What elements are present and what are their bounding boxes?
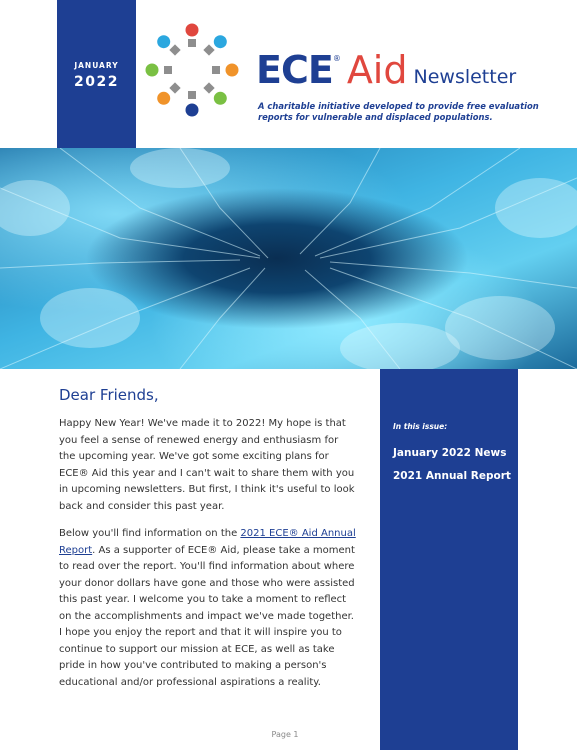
in-this-issue-sidebar xyxy=(380,369,518,750)
logo-dot xyxy=(157,35,170,48)
logo-dot xyxy=(186,24,199,37)
issue-date-bar xyxy=(57,0,136,148)
brand-aid: Aid xyxy=(346,48,408,92)
logo-dot xyxy=(157,92,170,105)
brand-newsletter: Newsletter xyxy=(413,66,517,88)
logo-dot xyxy=(226,64,239,77)
sidebar-item-annual-report[interactable]: 2021 Annual Report xyxy=(393,470,511,482)
letter-greeting: Dear Friends, xyxy=(59,386,159,404)
issue-year: 2022 xyxy=(74,74,119,90)
logo-dot xyxy=(214,92,227,105)
winter-trees-hero-image xyxy=(0,148,577,369)
page-number: Page 1 xyxy=(271,730,299,739)
logo-dot xyxy=(186,104,199,117)
issue-month: JANUARY xyxy=(74,61,119,70)
paragraph-text: . As a supporter of ECE® Aid, please take a moment to read over the report. You'll find information about where your donor dollars have gone and those who were assisted this past year. I welcome you to take a moment to reflect on the accomplishments and impact we've made together. I hope you enjoy the report and that it will inspire you to continue to support our mission at ECE, as well as take pride in how you've contributed to making a person's educational and/or professional aspirations a reality. xyxy=(59,544,355,688)
hero-tree-branches xyxy=(0,148,577,369)
letter-paragraph: Happy New Year! We've made it to 2022! My hope is that you feel a sense of renewed energy and enthusiasm for the upcoming year. We've got some exciting plans for ECE® Aid this year and I can't wait to share them with you in upcoming newsletters. But first, I think it's useful to look back and consider this past year. xyxy=(59,418,355,512)
sidebar-heading: In this issue: xyxy=(393,422,448,431)
tagline: A charitable initiative developed to provide free evaluation reports for vulnerable and displaced populations. xyxy=(258,101,539,122)
logo-dot xyxy=(214,35,227,48)
letter-paragraph xyxy=(59,526,357,691)
paragraph-text: Below you'll find information on the xyxy=(59,528,241,539)
ece-logo-icon xyxy=(144,22,240,118)
newsletter-brand xyxy=(256,48,516,92)
logo-dot xyxy=(146,64,159,77)
sidebar-item-january-news[interactable]: January 2022 News xyxy=(393,447,507,459)
annual-report-link[interactable]: 2021 ECE® Aid Annual Report xyxy=(59,528,356,556)
brand-registered-mark: ® xyxy=(332,54,341,63)
brand-ece: ECE xyxy=(256,48,333,92)
